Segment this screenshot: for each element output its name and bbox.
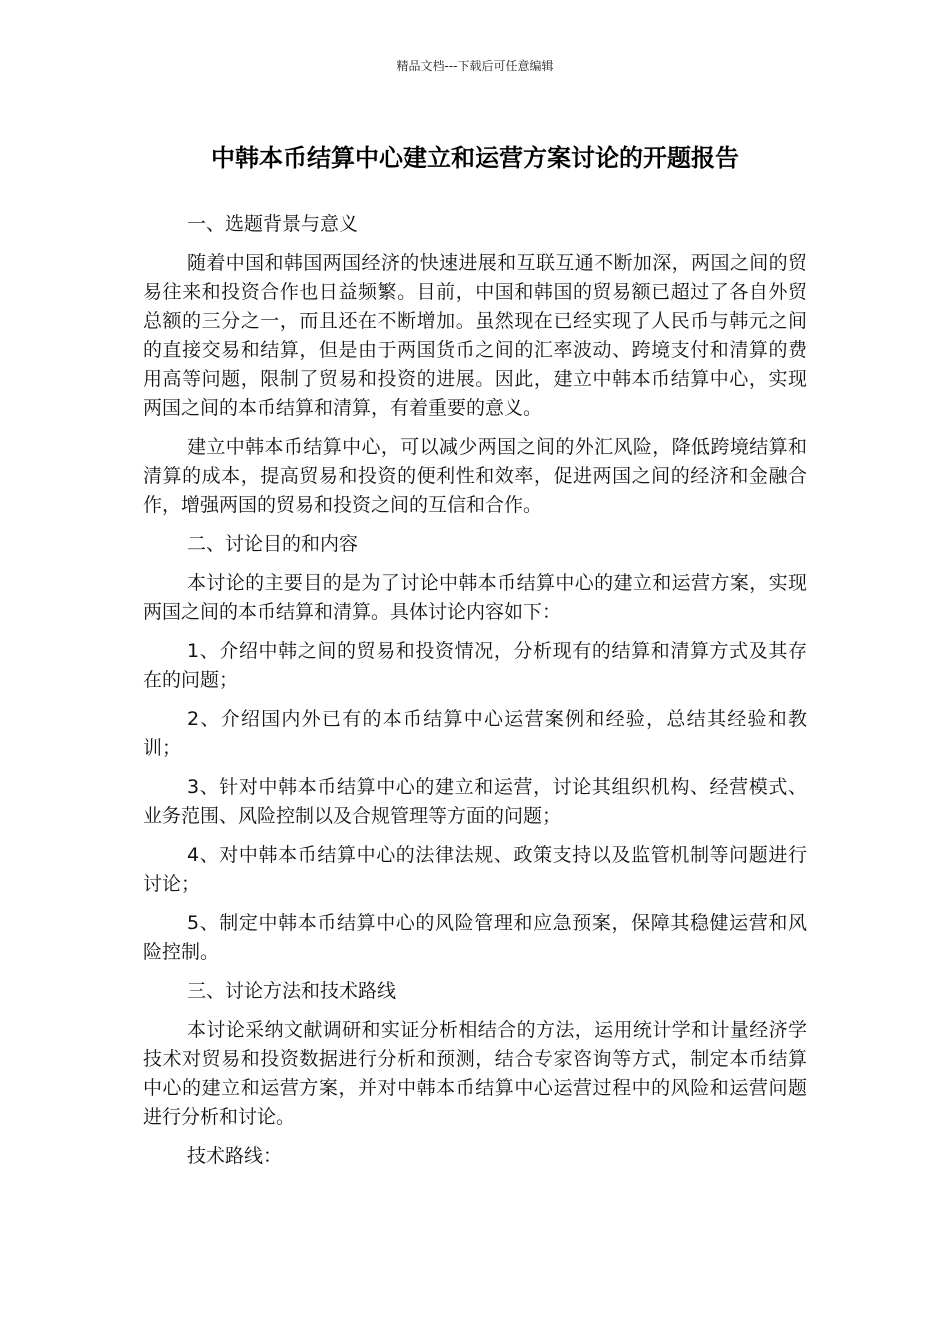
section-2-item-5: 5、制定中韩本币结算中心的风险管理和应急预案，保障其稳健运营和风险控制。 (143, 912, 807, 963)
section-3-paragraph-1: 本讨论采纳文献调研和实证分析相结合的方法，运用统计学和计量经济学技术对贸易和投资数据进行分析和预测，结合专家咨询等方式，制定本币结算中心的建立和运营方案，并对中韩本币结算中心运营过程中的风险和运营问题进行分析和讨论。 (143, 1019, 807, 1128)
document-title: 中韩本币结算中心建立和运营方案讨论的开题报告 (211, 144, 739, 172)
header-note: 精品文档---下载后可任意编辑 (396, 59, 554, 73)
section-2-item-4: 4、对中韩本币结算中心的法律法规、政策支持以及监管机制等问题进行讨论； (143, 844, 807, 895)
section-2-item-1: 1、介绍中韩之间的贸易和投资情况，分析现有的结算和清算方式及其存在的问题； (143, 640, 807, 691)
section-2-heading: 二、讨论目的和内容 (187, 533, 359, 555)
section-2-item-2: 2、介绍国内外已有的本币结算中心运营案例和经验，总结其经验和教训； (143, 708, 807, 759)
technical-route-label: 技术路线： (187, 1145, 283, 1167)
section-2-paragraph-1: 本讨论的主要目的是为了讨论中韩本币结算中心的建立和运营方案，实现两国之间的本币结算和清算。具体讨论内容如下： (143, 572, 807, 623)
section-2-item-3: 3、针对中韩本币结算中心的建立和运营，讨论其组织机构、经营模式、业务范围、风险控制以及合规管理等方面的问题； (143, 776, 807, 827)
section-1-paragraph-1: 随着中国和韩国两国经济的快速进展和互联互通不断加深，两国之间的贸易往来和投资合作也日益频繁。目前，中国和韩国的贸易额已超过了各自外贸总额的三分之一，而且还在不断增加。虽然现在已经实现了人民币与韩元之间的直接交易和结算，但是由于两国货币之间的汇率波动、跨境支付和清算的费用高等问题，限制了贸易和投资的进展。因此，建立中韩本币结算中心，实现两国之间的本币结算和清算，有着重要的意义。 (143, 252, 807, 419)
section-1-paragraph-2: 建立中韩本币结算中心，可以减少两国之间的外汇风险，降低跨境结算和清算的成本，提高贸易和投资的便利性和效率，促进两国之间的经济和金融合作，增强两国的贸易和投资之间的互信和合作。 (143, 436, 807, 516)
section-1-heading: 一、选题背景与意义 (187, 213, 359, 235)
document-body (143, 210, 807, 1181)
section-3-heading: 三、讨论方法和技术路线 (187, 980, 397, 1002)
